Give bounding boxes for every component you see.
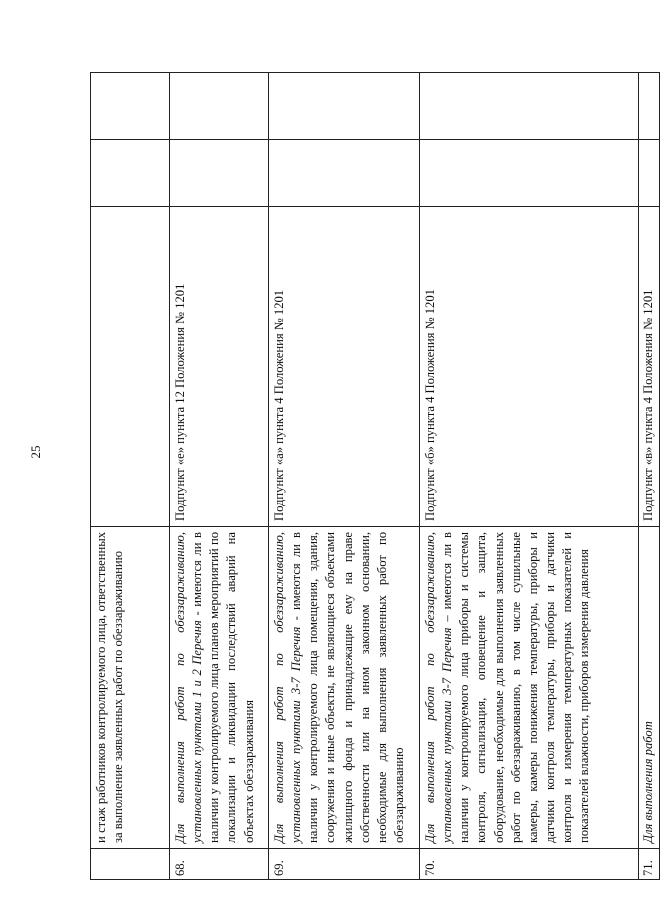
note-cell	[420, 73, 639, 140]
question-cell	[91, 527, 170, 849]
reference-cell: Подпункт «в» пункта 4 Положения № 1201	[639, 207, 660, 527]
question-cell	[269, 527, 420, 849]
answer-cell	[269, 140, 420, 207]
table-row	[91, 73, 170, 880]
row-number: 70.	[420, 849, 639, 880]
reference-cell: Подпункт «б» пункта 4 Положения № 1201	[420, 207, 639, 527]
question-text: - имеются ли в наличии у контролируемого лица помещения, здания, сооружения и иные объекты, не являющиеся объектами жилищного фонда и принадлежащие ему на праве собственности или на ином законном основании, необходимые для выполнения заявленных работ по обеззараживанию	[289, 532, 406, 843]
question-cell	[639, 527, 660, 849]
question-intro: Для выполнения работ по обеззараживанию, установленных пунктами 1 и 2 Перечня	[173, 532, 205, 843]
question-text: - имеются ли в наличии у контролируемого лица планов мероприятий по локализации и ликвидации последствий аварий на объектах обеззараживания	[190, 532, 256, 843]
question-intro: Для выполнения работ	[641, 721, 655, 843]
question-text: и стаж работников контролируемого лица, ответственных за выполнение заявленных работ по обеззараживанию	[94, 532, 126, 843]
row-number: 69.	[269, 849, 420, 880]
question-cell	[170, 527, 269, 849]
row-number: 68.	[170, 849, 269, 880]
reference-cell	[91, 207, 170, 527]
table-row	[420, 73, 639, 880]
table-row	[639, 73, 660, 880]
table-row	[269, 73, 420, 880]
page-number: 25	[28, 445, 43, 459]
checklist-table	[90, 72, 660, 880]
note-cell	[91, 73, 170, 140]
table-row	[170, 73, 269, 880]
answer-cell	[170, 140, 269, 207]
question-intro: Для выполнения работ по обеззараживанию, установленных пунктами 3-7 Перечня	[272, 532, 304, 843]
question-intro: Для выполнения работ по обеззараживанию, установленных пунктами 3-7 Перечня	[423, 532, 455, 843]
question-text: – имеются ли в наличии у контролируемого лица приборы и системы контроля, сигнализация, оповещение и защита, оборудование, необходимые для выполнения заявленных работ по обеззараживанию, в том числе сушильные камеры, камеры понижения температуры, приборы и датчики контроля температуры, приборы и датчики контроля и измерения температурных показателей и показателей влажности, приборов измерения давления	[440, 531, 592, 843]
answer-cell	[91, 140, 170, 207]
question-cell	[420, 527, 639, 849]
reference-cell: Подпункт «а» пункта 4 Положения № 1201	[269, 207, 420, 527]
answer-cell	[420, 140, 639, 207]
note-cell	[269, 73, 420, 140]
row-number	[91, 849, 170, 880]
note-cell	[170, 73, 269, 140]
row-number: 71.	[639, 849, 660, 880]
answer-cell	[639, 140, 660, 207]
note-cell	[639, 73, 660, 140]
reference-cell: Подпункт «е» пункта 12 Положения № 1201	[170, 207, 269, 527]
checklist-table-page	[90, 72, 655, 880]
